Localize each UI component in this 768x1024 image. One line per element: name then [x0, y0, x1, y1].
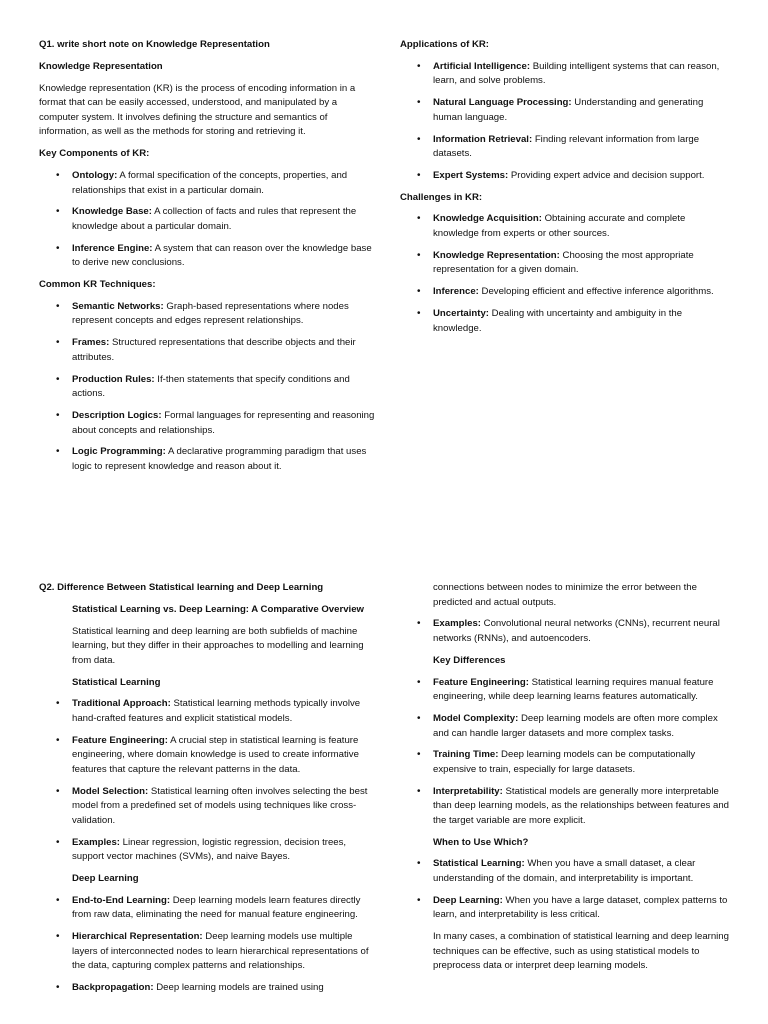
list-item — [433, 676, 732, 705]
list-item-term: Model Complexity: — [433, 712, 519, 724]
list-item — [72, 300, 375, 329]
list-item-term: Inference: — [433, 286, 479, 298]
list-item — [433, 169, 732, 184]
list-item-term: Traditional Approach: — [72, 698, 171, 710]
list-item-text: When you have a small dataset, a clear understanding of the domain, and interpretability is important. — [433, 858, 696, 884]
list-item — [72, 930, 375, 974]
list-item — [72, 894, 375, 923]
stat-heading: Statistical Learning — [72, 676, 161, 688]
list-item-text: A system that can reason over the knowledge base to derive new conclusions. — [72, 242, 372, 269]
list-item-text: Structured representations that describe objects and their attributes. — [72, 337, 356, 363]
list-item-text: Statistical learning methods typically involve hand-crafted features and explicit statistical models. — [72, 698, 361, 724]
list-item-term: Logic Programming: — [72, 446, 166, 458]
list-item-term: Semantic Networks: — [72, 300, 164, 312]
techniques-list — [39, 300, 375, 475]
list-item-term: Knowledge Base: — [72, 206, 152, 218]
list-item-text: A declarative programming paradigm that uses logic to represent knowledge and reason about it. — [72, 446, 367, 472]
list-item-term: Ontology: — [72, 169, 118, 181]
list-item-text: Obtaining accurate and complete knowledge from experts or other sources. — [433, 213, 686, 240]
list-item — [72, 242, 375, 271]
list-item — [433, 133, 732, 162]
list-item-text: Statistical models are generally more interpretable than deep learning models, as the relationships between features and the target variable are more explicit. — [433, 785, 730, 826]
list-item-term: Feature Engineering: — [72, 734, 168, 746]
list-item-text: Formal languages for representing and reasoning about concepts and relationships. — [72, 409, 375, 436]
list-item-term: Examples: — [72, 836, 120, 848]
list-item-text: Deep learning models can be computationally expensive to train, especially for large datasets. — [433, 749, 696, 775]
kr-intro: Knowledge representation (KR) is the process of encoding information in a format that can be easily accessed, understood, and manipulated by a computer system. It involves defining the structure and semantics of information, as well as the methods for storing and retrieving it. — [39, 82, 356, 138]
list-item-term: Backpropagation: — [72, 982, 154, 994]
list-item-text: Deep learning models are trained using — [153, 982, 324, 994]
list-item — [433, 249, 732, 278]
list-item — [72, 836, 375, 865]
list-item-term: Knowledge Acquisition: — [433, 213, 542, 225]
list-item-term: Uncertainty: — [433, 308, 489, 319]
q2-left-column — [39, 581, 375, 1003]
list-item — [433, 785, 732, 829]
list-item — [433, 617, 732, 646]
list-item-text: A collection of facts and rules that represent the knowledge about a particular domain. — [72, 206, 357, 232]
deep-more-list — [400, 617, 732, 646]
list-item-term: Training Time: — [433, 749, 499, 761]
list-item-term: Information Retrieval: — [433, 133, 533, 145]
list-item — [72, 697, 375, 726]
list-item — [72, 373, 375, 402]
list-item — [72, 336, 375, 365]
kr-heading: Knowledge Representation — [39, 60, 163, 72]
list-item-text: A formal specification of the concepts, properties, and relationships that exist in a particular domain. — [72, 169, 348, 196]
list-item-term: Artificial Intelligence: — [433, 60, 531, 72]
list-item-term: Inference Engine: — [72, 242, 153, 254]
list-item-text: A crucial step in statistical learning is feature engineering, where domain knowledge is used to create informative features that capture the relevant patterns in the data. — [72, 734, 359, 775]
when-heading: When to Use Which? — [433, 836, 529, 848]
list-item-term: Model Selection: — [72, 785, 149, 797]
list-item-text: Statistical learning requires manual feature engineering, while deep learning learns features automatically. — [433, 676, 714, 703]
list-item-text: When you have a large dataset, complex patterns to learn, and interpretability is less critical. — [433, 894, 728, 921]
list-item — [72, 205, 375, 234]
deep-list — [39, 894, 375, 996]
list-item — [433, 60, 732, 89]
list-item-term: Deep Learning: — [433, 894, 503, 906]
list-item — [433, 894, 732, 923]
list-item-text: Deep learning models are often more complex and can handle larger datasets and more complex tasks. — [433, 712, 718, 739]
list-item — [433, 285, 732, 300]
list-item-text: Deep learning models use multiple layers of interconnected nodes to learn hierarchical representations of the data, capturing complex patterns and relationships. — [72, 931, 369, 972]
closing-text: In many cases, a combination of statistical learning and deep learning techniques can be effective, such as using statistical models to preprocess data or interpret deep learning models. — [433, 931, 729, 972]
list-item-text: Choosing the most appropriate representation for a given domain. — [433, 249, 694, 276]
list-item — [433, 96, 732, 125]
list-item-term: Statistical Learning: — [433, 858, 525, 870]
stat-list — [39, 697, 375, 865]
q2-intro: Statistical learning and deep learning are both subfields of machine learning, but they differ in their approaches to modelling and learning from data. — [72, 625, 364, 666]
diff-heading: Key Differences — [433, 654, 506, 666]
techniques-heading: Common KR Techniques: — [39, 279, 156, 291]
list-item-term: Frames: — [72, 337, 110, 349]
components-heading: Key Components of KR: — [39, 148, 150, 160]
list-item-text: Understanding and generating human language. — [433, 97, 704, 123]
list-item — [72, 734, 375, 778]
when-list — [400, 857, 732, 923]
list-item-text: If-then statements that specify conditions and actions. — [72, 373, 350, 400]
q1-title: Q1. write short note on Knowledge Representation — [39, 39, 270, 50]
list-item-text: Statistical learning often involves selecting the best model from a predefined set of models using techniques like cross-validation. — [72, 785, 368, 826]
list-item-term: Description Logics: — [72, 409, 162, 421]
list-item-text: Finding relevant information from large datasets. — [433, 133, 700, 160]
list-item — [433, 748, 732, 777]
list-item — [433, 212, 732, 241]
list-item-term: End-to-End Learning: — [72, 894, 171, 906]
q2-title: Q2. Difference Between Statistical learning and Deep Learning — [39, 582, 324, 593]
list-item — [72, 445, 375, 474]
challenges-heading: Challenges in KR: — [400, 191, 483, 203]
list-item — [72, 409, 375, 438]
challenges-list — [400, 212, 732, 336]
list-item — [72, 785, 375, 829]
list-item-term: Interpretability: — [433, 785, 503, 797]
list-item-text: Providing expert advice and decision support. — [508, 169, 705, 181]
list-item-term: Examples: — [433, 618, 481, 630]
applications-heading: Applications of KR: — [400, 39, 490, 50]
list-item-text: Graph-based representations where nodes represent concepts and edges represent relationships. — [72, 300, 349, 327]
list-item — [72, 169, 375, 198]
applications-list — [400, 60, 732, 184]
list-item-text: Dealing with uncertainty and ambiguity in the knowledge. — [433, 308, 683, 334]
list-item-term: Expert Systems: — [433, 169, 509, 181]
q2-right-column — [400, 581, 732, 981]
continued-text: connections between nodes to minimize the error between the predicted and actual outputs. — [433, 582, 697, 608]
components-list — [39, 169, 375, 271]
list-item-text: Linear regression, logistic regression, decision trees, support vector machines (SVMs), and naive Bayes. — [72, 836, 347, 863]
q2-subtitle: Statistical Learning vs. Deep Learning: A Comparative Overview — [72, 603, 364, 615]
list-item-text: Developing efficient and effective inference algorithms. — [478, 286, 714, 298]
list-item — [433, 712, 732, 741]
list-item-term: Production Rules: — [72, 373, 155, 385]
list-item — [433, 857, 732, 886]
list-item-term: Hierarchical Representation: — [72, 931, 203, 943]
list-item-text: Convolutional neural networks (CNNs), recurrent neural networks (RNNs), and autoencoders. — [433, 618, 720, 644]
list-item-term: Feature Engineering: — [433, 676, 529, 688]
list-item — [433, 307, 732, 336]
list-item — [72, 981, 375, 996]
diff-list — [400, 676, 732, 829]
deep-heading: Deep Learning — [72, 873, 139, 884]
q1-right-column — [400, 38, 732, 343]
list-item-term: Natural Language Processing: — [433, 97, 572, 109]
list-item-term: Knowledge Representation: — [433, 249, 560, 261]
list-item-text: Building intelligent systems that can reason, learn, and solve problems. — [433, 60, 720, 87]
q1-left-column — [39, 38, 375, 482]
list-item-text: Deep learning models learn features directly from raw data, eliminating the need for manual feature engineering. — [72, 894, 361, 921]
